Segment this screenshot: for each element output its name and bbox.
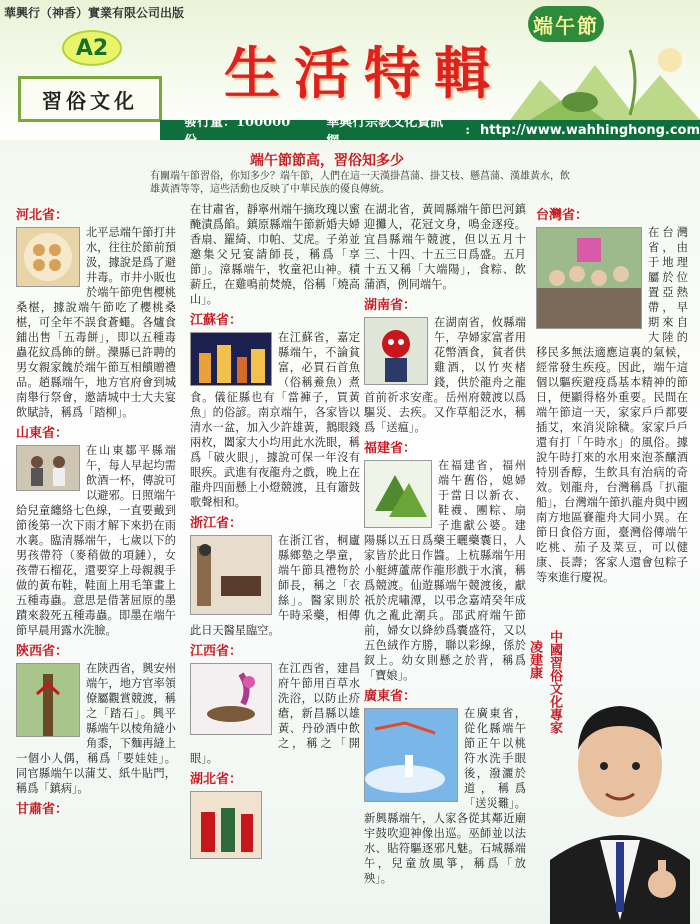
article-headline: 端午節節高，習俗知多少 <box>250 153 404 169</box>
publisher-name: 華興行（神香）實業有限公司出版 <box>4 6 185 20</box>
info-bar <box>160 115 700 140</box>
section-hebei <box>16 204 176 420</box>
author-title: 中國習俗文化專家 <box>547 630 562 734</box>
mooncake-photo <box>16 227 80 287</box>
section-jiangsu <box>190 309 360 510</box>
website-link[interactable]: http://www.wahhinghong.com <box>480 122 700 138</box>
section-fujian <box>364 437 526 683</box>
article-body <box>0 140 700 924</box>
room-photo <box>190 535 272 615</box>
column-1 <box>16 202 176 819</box>
section-label-box <box>18 76 162 122</box>
region-heading: 浙江省： <box>190 516 243 531</box>
section-text: 在廣東省，從化縣端午節正午以桃符水洗手眼後，潑灑於道，稱爲「送災難」。新興縣端午，人家各從其鄰近廟宇鼓吹迎神像出巡。巫師並以法水、貼符驅逐邪凡魅。石城縣端午，兒童放風箏，稱爲「放殃」。 <box>364 707 526 885</box>
section-hubei <box>190 768 360 787</box>
section-shandong <box>16 422 176 638</box>
hills-illustration <box>510 40 700 120</box>
section-text: 在山東鄒平縣端午，每人早起均需飲酒一杯，傳說可以避邪。日照端午給兒童纏絡七色線，一直要戴到節後第一次下雨才解下來扔在雨水裏。臨清縣端午，七歲以下的男孩帶符（麥稍做的項鏈），女孩帶石榴花，還要穿上母親親手做的黃布鞋，鞋面上用毛筆畫上五種毒蟲。意思是借著屈原的墨蹟來殺死五種毒蟲。即墨在端午節早晨用露水洗臉。 <box>16 444 176 637</box>
author-name: 凌建康 <box>527 640 542 679</box>
section-jiangxi <box>190 640 360 766</box>
region-heading: 福建省： <box>364 441 417 456</box>
section-text: 在湖南省，攸縣端午，孕婦家富者用花幣酒食，貧者供雞酒，以竹夾楮錢，供於龍舟之龍首前祈求安產。岳州府競渡以爲驅災、去疾。又作草船泛水，稱爲「送瘟」。 <box>364 316 526 434</box>
section-taiwan <box>536 204 688 585</box>
night-city-photo <box>190 332 272 386</box>
section-label: 習俗文化 <box>42 88 138 113</box>
section-text: 在福建省，福州端午舊俗，媳婦于當日以新衣、鞋襪、團粽、扇子進獻公婆。建陽縣以五日爲藥王曬藥囊日，人家皆於此日作醬。上杭縣端午用小艇縛蘆蓆作龍形戲于水濱，稱爲競渡。仙遊縣端午競渡後，獻祇於虎嘯潭，以弔念嘉靖癸年成仇之亂此潮兵。邵武府端午節前，婦女以絳紗爲囊盛符，又以五色絨作方勝，聯以彩線，係於釵上。幼女則懸之於背，稱爲「寶娘」。 <box>364 459 526 682</box>
mask-photo <box>364 317 428 385</box>
network-name: 華興行宗教文化資訊 <box>326 115 444 130</box>
region-heading: 江西省： <box>190 644 243 659</box>
region-heading: 廣東省： <box>364 689 417 704</box>
region-heading: 山東省： <box>16 426 69 441</box>
bowl-photo <box>190 663 272 735</box>
section-text: 在浙江省，桐廬縣鄉塾之學童，端午節具禮物於師長，稱之「衣絲」。醫家則於午時采藥，相傳此日天醫星臨空。 <box>190 534 360 637</box>
region-heading: 河北省： <box>16 208 69 223</box>
section-text: 在台灣省，由于地理屬於位置亞熱帶，早期來自大陸的移民多無法適應這裏的氣候，經常發生疾疫。因此，端午這個以驅疾避疫爲基本精神的節日，便顯得格外重要。民間在端午節這一天，家家戶戶都要插艾，來消災除穢。家家戶戶還有打「午時水」的風俗。據說午時打來的水用來泡茶釀酒特別香醇，生飲具有治病的奇效。划龍舟，台灣稱爲「扒龍船」，台灣端午節扒龍舟與中國南方地區賽龍舟大同小異。在節日食俗方面，臺灣俗傳端午吃桃、茄子及菜豆，可以健康、長壽；客家人還會包粽子等來進行慶祝。 <box>536 226 688 584</box>
region-heading: 台灣省： <box>536 208 589 223</box>
section-text: 在甘肅省，靜寧州端午摘玫瑰以蜜醃漬爲餡。鎮原縣端午節新婚夫婦香扇、羅綺、巾帕、艾虎。子弟並邀集父兄宴請師長，稱爲「享節」。漳縣端午，牧童祀山神。積薪丘，在雞鳴前焚燒，俗稱「燒高山」。 <box>190 203 360 306</box>
zongzi-photo <box>364 460 432 528</box>
section-zhejiang <box>190 512 360 638</box>
column-4 <box>536 202 688 585</box>
festival-photo <box>536 227 642 329</box>
region-heading: 陝西省： <box>16 644 69 659</box>
festival-logo: 端午節 <box>528 6 604 42</box>
section-guangdong <box>364 685 526 886</box>
section-text: 在陝西省，興安州端午，地方官率領僚屬觀賞競渡，稱之「踏石」。興平縣端午以棱角縫小角黍，下麵再縫上一個小人偶，稱爲「要娃娃」。同官縣端午以蒲艾、紙牛貼門，稱爲「鎮病」。 <box>16 662 176 795</box>
section-gansu <box>16 798 176 817</box>
section-shaanxi <box>16 640 176 796</box>
region-heading: 甘肅省： <box>16 802 69 817</box>
page-number-badge: A2 <box>62 30 122 66</box>
section-text: 北平忌端午節打井水，往往於節前預汲，據說是爲了避井毒。市井小販也於端午節兜售櫻桃桑椹，據說端午節吃了櫻桃桑椹，可全年不誤食蒼蠅。各爐食鋪出售「五毒餅」，即以五種毒蟲花紋爲飾的餅。灤縣已許聘的男女親家餽於端午節互相饋贈禮品。趙縣端午，地方官府會到城南舉行祭會，邀請城中士大夫宴飲賦詩，稱爲「踏柳」。 <box>16 226 176 419</box>
section-text: 在湖北省，黃岡縣端午節巴河鎮迎攤人，花冠文身，鳴金逐疫。宜昌縣端午競渡，但以五月十三、十四、十五三日爲盛。五月十五又稱「大端陽」，食粽、飲蒲酒，例同端午。 <box>364 203 526 291</box>
column-2 <box>190 202 360 861</box>
kite-photo <box>364 708 458 802</box>
section-text: 在江西省，建昌府午節用百草水洗浴，以防止疥瘡，新昌縣以雄黃、丹砂酒中飲之，稱之「開眼」。 <box>190 662 360 765</box>
colon-separator: : <box>465 122 470 138</box>
circulation: 發行量：100000 <box>184 115 291 130</box>
section-text: 在江蘇省，嘉定縣端午，不論貧富，必買石首魚（俗稱鯗魚）煮食。儀征縣也有「當褲子，買黃魚」的俗諺。南京端午，各家皆以清水一盆，加入少許雄黃，鵝眼錢兩枚，闔家大小均用此水洗眼，稱爲「破火眼」，據說可保一年沒有眼疾。武進有夜龍舟之戲，晚上在龍舟四面懸上小燈競渡，且有簫鼓歌聲相和。 <box>190 331 360 509</box>
article-intro: 有關端午節習俗，你知多少？端午節，人們在這一天漢掛菖蒲、掛艾枝、懸菖蒲、漢雄黃水，飲雄黃酒等等，這些活動也反映了中華民族的優良傳統。 <box>150 171 570 195</box>
author-portrait <box>540 670 700 924</box>
page-title: 生活特輯 <box>224 41 504 107</box>
people-photo <box>16 445 80 491</box>
region-heading: 湖北省： <box>190 772 243 787</box>
region-heading: 湖南省： <box>364 298 417 313</box>
section-hunan <box>364 294 526 435</box>
page-header <box>0 0 700 138</box>
column-3 <box>364 202 526 886</box>
tree-photo <box>16 663 80 737</box>
region-heading: 江蘇省： <box>190 313 243 328</box>
figures-photo <box>190 791 262 859</box>
